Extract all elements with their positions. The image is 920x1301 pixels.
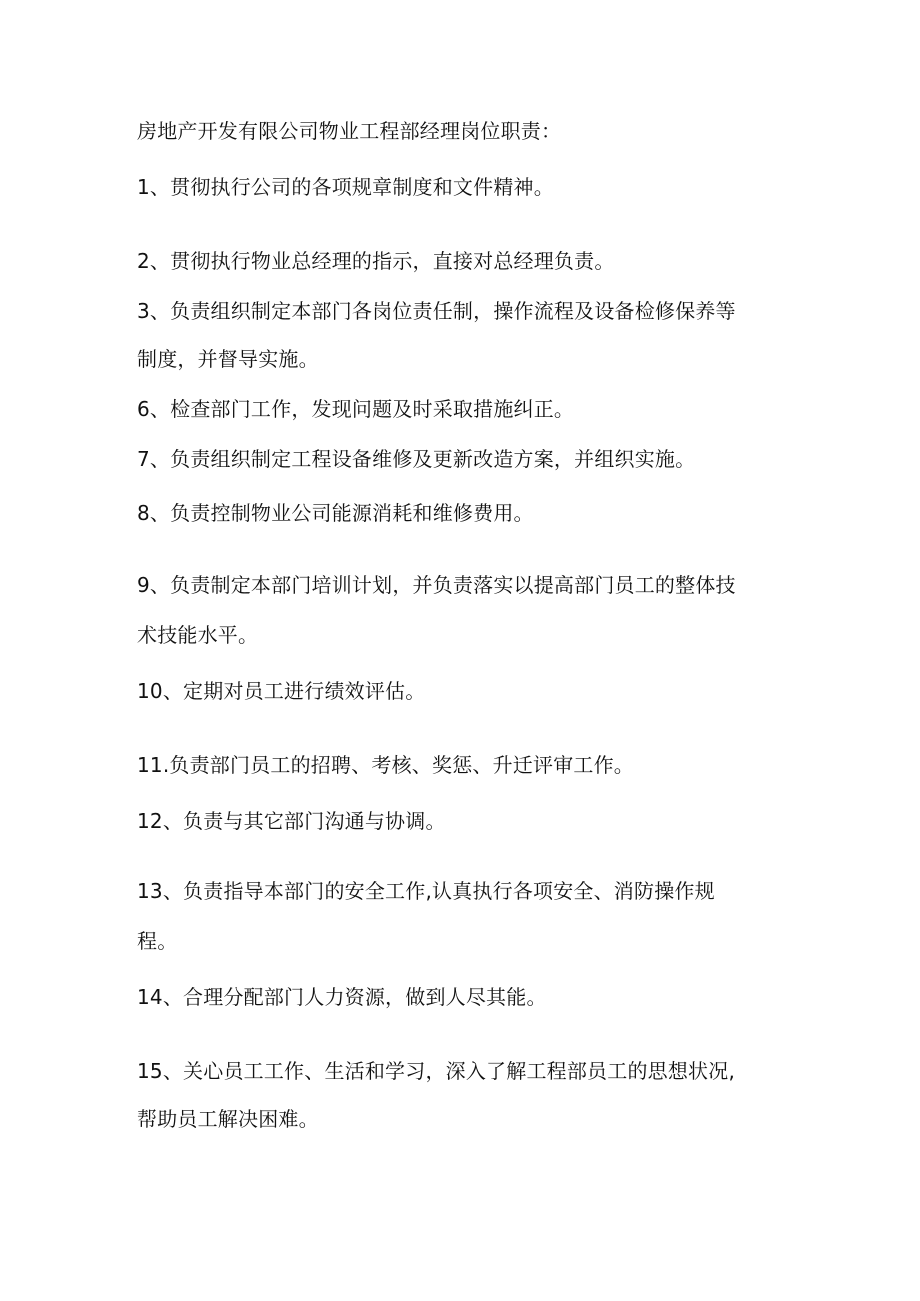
duty-item-14: 14、合理分配部门人力资源，做到人尽其能。 <box>137 985 547 1009</box>
duty-item-9-continued: 术技能水平。 <box>137 623 259 647</box>
duty-item-11: 11.负责部门员工的招聘、考核、奖惩、升迁评审工作。 <box>137 753 635 777</box>
duty-item-7: 7、负责组织制定工程设备维修及更新改造方案，并组织实施。 <box>137 447 696 471</box>
duty-item-13-continued: 程。 <box>137 929 178 953</box>
duty-item-9: 9、负责制定本部门培训计划，并负责落实以提高部门员工的整体技 <box>137 573 736 597</box>
duty-item-2: 2、贯彻执行物业总经理的指示，直接对总经理负责。 <box>137 249 615 273</box>
document-title: 房地产开发有限公司物业工程部经理岗位职责： <box>137 119 562 143</box>
duty-item-12: 12、负责与其它部门沟通与协调。 <box>137 809 446 833</box>
duty-item-15: 15、关心员工工作、生活和学习，深入了解工程部员工的思想状况, <box>137 1059 736 1083</box>
duty-item-8: 8、负责控制物业公司能源消耗和维修费用。 <box>137 501 534 525</box>
duty-item-6: 6、检查部门工作，发现问题及时采取措施纠正。 <box>137 397 575 421</box>
duty-item-15-continued: 帮助员工解决困难。 <box>137 1107 319 1131</box>
duty-item-1: 1、贯彻执行公司的各项规章制度和文件精神。 <box>137 175 554 199</box>
duty-item-13: 13、负责指导本部门的安全工作,认真执行各项安全、消防操作规 <box>137 879 715 903</box>
duty-item-10: 10、定期对员工进行绩效评估。 <box>137 679 426 703</box>
duty-item-3: 3、负责组织制定本部门各岗位责任制，操作流程及设备检修保养等 <box>137 299 736 323</box>
duty-item-3-continued: 制度，并督导实施。 <box>137 347 319 371</box>
